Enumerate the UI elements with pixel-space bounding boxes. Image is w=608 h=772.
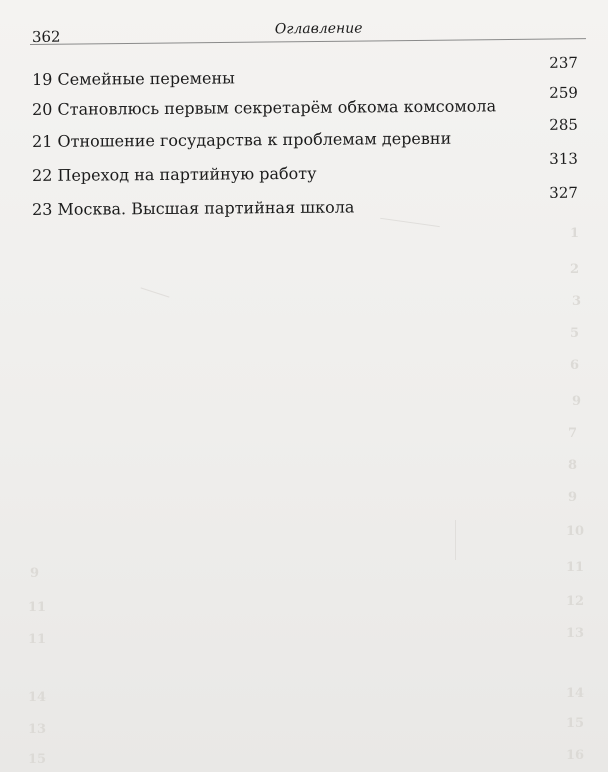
toc-entry [31, 83, 578, 119]
toc-entry [31, 53, 578, 89]
toc-entry-page: 313 [549, 149, 578, 168]
toc-entry-page: 327 [549, 183, 578, 202]
toc-entry-title: 19 Семейные перемены [31, 68, 235, 89]
toc-entry-page: 259 [549, 83, 578, 102]
toc-entry-title: 23 Москва. Высшая партийная школа [31, 197, 355, 219]
toc-entry-title: 21 Отношение государства к проблемам деревни [31, 128, 452, 151]
page-number: 362 [31, 27, 61, 46]
book-page: 1 2 3 5 6 9 7 8 9 10 11 12 13 14 15 16 9 11 11 14 13 15 362 Оглавление 19 Семейные перемены 237 20 Становлюсь первым секретарём обкома комсомола 259 21 Отношение государства к проблемам деревни 285 22 Переход на партийную работу 313 23 Москва. Высшая партийная школа 327 [0, 0, 608, 772]
running-title: Оглавление [274, 20, 363, 38]
toc-entry [31, 115, 578, 151]
toc-entry-title: 20 Становлюсь первым секретарём обкома комсомола [31, 96, 497, 119]
toc-entry-page: 285 [549, 115, 578, 134]
toc-entry-title: 22 Переход на партийную работу [31, 163, 317, 185]
toc-entry [31, 183, 578, 219]
toc-entry-page: 237 [549, 53, 578, 72]
toc-entry [31, 149, 578, 185]
